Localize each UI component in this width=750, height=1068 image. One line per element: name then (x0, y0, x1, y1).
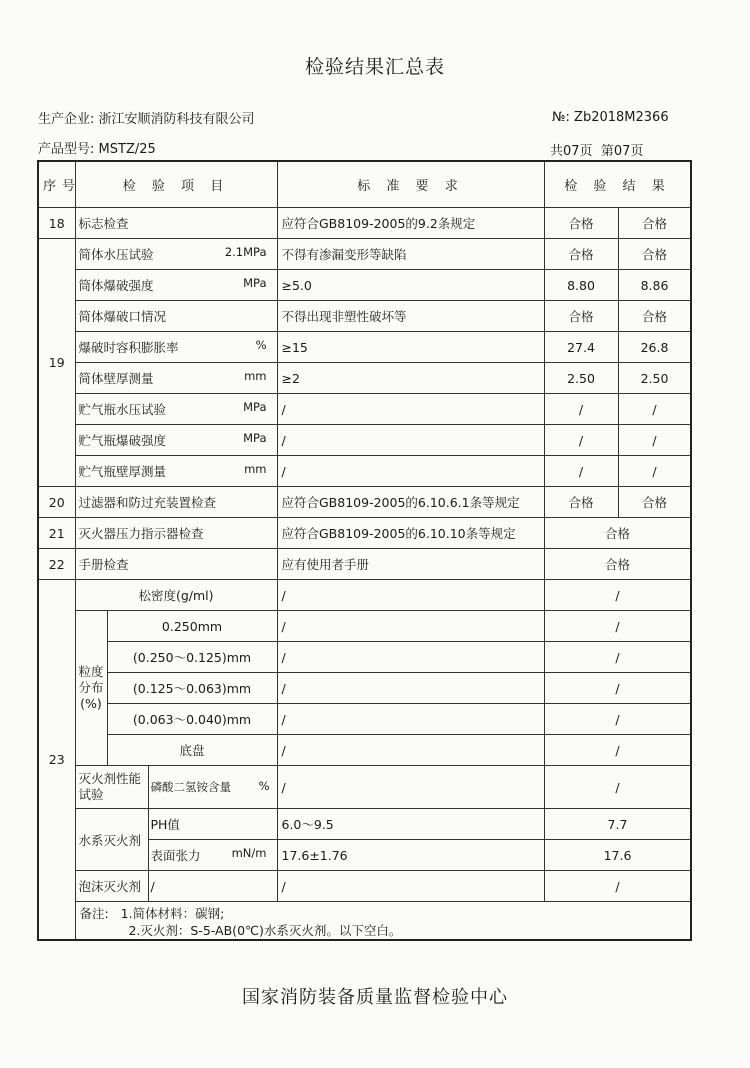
table-row (38, 673, 691, 704)
table-header (38, 161, 691, 208)
table-row (38, 332, 691, 363)
table-row (38, 301, 691, 332)
row-number: 18 (38, 208, 75, 239)
item-name: 贮气瓶爆破强度 MPa (75, 425, 277, 456)
item-name: 过滤器和防过充装置检查 (75, 487, 277, 518)
item-unit: mm (244, 369, 267, 383)
item-unit: 2.1MPa (224, 245, 267, 259)
product-model (38, 138, 156, 157)
result-sample-2: 8.86 (618, 270, 691, 301)
page-total: 共07页 (550, 144, 593, 159)
item-name: 松密度(g/ml) (75, 580, 277, 611)
result-sample-1: / (544, 456, 618, 487)
header-requirement: 标 准 要 求 (277, 161, 544, 208)
item-name: 简体壁厚测量 mm (75, 363, 277, 394)
row-number: 19 (38, 239, 75, 487)
foam-agent-label: 泡沫灭火剂 (75, 871, 148, 902)
requirement: / (277, 673, 544, 704)
requirement: / (277, 580, 544, 611)
item-name: 爆破时容积膨胀率 % (75, 332, 277, 363)
requirement: / (277, 735, 544, 766)
row-number: 23 (38, 580, 75, 941)
table-row (38, 611, 691, 642)
table-row (38, 735, 691, 766)
result-sample-1: 合格 (544, 487, 618, 518)
item-name: 贮气瓶壁厚测量 mm (75, 456, 277, 487)
item-unit: MPa (243, 276, 267, 290)
item-name: (0.250～0.125)mm (107, 642, 277, 673)
result-sample-2: / (618, 456, 691, 487)
result-sample-1: / (544, 394, 618, 425)
table-row (38, 580, 691, 611)
requirement: / (277, 425, 544, 456)
result: / (544, 766, 691, 809)
page-current: 第07页 (600, 144, 644, 159)
requirement: ≥15 (277, 332, 544, 363)
item-unit: % (255, 338, 267, 352)
issuer-footer: 国家消防装备质量监督检验中心 (242, 987, 508, 1008)
row-number: 20 (38, 487, 75, 518)
manufacturer-label: 生产企业: (38, 112, 95, 127)
item-name: 简体水压试验 2.1MPa (75, 239, 277, 270)
item-name: 贮气瓶水压试验 MPa (75, 394, 277, 425)
result-sample-1: 合格 (544, 301, 618, 332)
requirement: 应有使用者手册 (277, 549, 544, 580)
row-number: 22 (38, 549, 75, 580)
item-name: 手册检查 (75, 549, 277, 580)
result-sample-2: 合格 (618, 208, 691, 239)
result-sample-1: 合格 (544, 208, 618, 239)
item-unit: mN/m (231, 846, 267, 860)
result: / (544, 735, 691, 766)
note-line-1: 1.简体材料：碳钢; (120, 906, 225, 921)
item-unit: % (258, 779, 270, 793)
result-sample-2: 2.50 (618, 363, 691, 394)
grain-size-label: 粒度分布(%) (75, 611, 107, 766)
item-name: 表面张力 mN/m (148, 840, 277, 871)
result-sample-1: / (544, 425, 618, 456)
result-sample-1: 27.4 (544, 332, 618, 363)
header-result: 检 验 结 果 (544, 161, 691, 208)
item-name: 灭火器压力指示器检查 (75, 518, 277, 549)
requirement: / (277, 642, 544, 673)
product-model-value: MSTZ/25 (98, 142, 156, 157)
table-row (38, 270, 691, 301)
document-title: 检验结果汇总表 (304, 56, 445, 78)
item-name: 标志检查 (75, 208, 277, 239)
requirement: / (277, 766, 544, 809)
requirement: ≥5.0 (277, 270, 544, 301)
table-row (38, 549, 691, 580)
requirement: / (277, 456, 544, 487)
table-row (38, 425, 691, 456)
agent-performance-label: 灭火剂性能试验 (75, 766, 148, 809)
requirement: / (277, 394, 544, 425)
notes-label: 备注: (79, 906, 109, 921)
item-name: PH值 (148, 809, 277, 840)
requirement: / (277, 871, 544, 902)
result: 合格 (544, 549, 691, 580)
item-name: (0.125～0.063)mm (107, 673, 277, 704)
table-row (38, 871, 691, 902)
table-row (38, 704, 691, 735)
item-name: 底盘 (107, 735, 277, 766)
table-row (38, 208, 691, 239)
result-sample-1: 2.50 (544, 363, 618, 394)
water-agent-label: 水系灭火剂 (75, 809, 148, 871)
item-name: 0.250mm (107, 611, 277, 642)
item-name: / (148, 871, 277, 902)
report-number (552, 110, 669, 125)
row-number: 21 (38, 518, 75, 549)
result-sample-2: 合格 (618, 487, 691, 518)
notes-row (38, 902, 691, 941)
result-sample-2: 合格 (618, 301, 691, 332)
result: / (544, 871, 691, 902)
notes (75, 902, 691, 941)
results-table (37, 160, 692, 941)
manufacturer (38, 108, 255, 127)
note-line-2: 2.灭火剂：S-5-AB(0℃)水系灭火剂。以下空白。 (128, 923, 402, 938)
result-sample-2: 合格 (618, 239, 691, 270)
requirement: 应符合GB8109-2005的6.10.10条等规定 (277, 518, 544, 549)
requirement: 应符合GB8109-2005的9.2条规定 (277, 208, 544, 239)
result: 7.7 (544, 809, 691, 840)
requirement: 不得出现非塑性破坏等 (277, 301, 544, 332)
requirement: ≥2 (277, 363, 544, 394)
table-row (38, 642, 691, 673)
item-name: 磷酸二氢铵含量 % (148, 766, 277, 809)
result-sample-2: / (618, 394, 691, 425)
report-number-value: Zb2018M2366 (574, 110, 669, 125)
table-row (38, 394, 691, 425)
table-row (38, 239, 691, 270)
result-sample-2: 26.8 (618, 332, 691, 363)
table-row (38, 456, 691, 487)
table-row (38, 363, 691, 394)
item-name: (0.063～0.040)mm (107, 704, 277, 735)
table-row (38, 766, 691, 809)
item-name: 简体爆破口情况 (75, 301, 277, 332)
requirement: 不得有渗漏变形等缺陷 (277, 239, 544, 270)
result: / (544, 704, 691, 735)
table-row (38, 487, 691, 518)
page-info (550, 140, 643, 159)
table-row (38, 809, 691, 840)
result: / (544, 673, 691, 704)
result: / (544, 611, 691, 642)
requirement: / (277, 704, 544, 735)
result-sample-2: / (618, 425, 691, 456)
result: 17.6 (544, 840, 691, 871)
item-unit: MPa (243, 431, 267, 445)
result: / (544, 642, 691, 673)
header-no: 序号 (38, 161, 75, 208)
requirement: 应符合GB8109-2005的6.10.6.1条等规定 (277, 487, 544, 518)
result-sample-1: 合格 (544, 239, 618, 270)
report-number-label: №: (552, 110, 570, 125)
table-row (38, 518, 691, 549)
item-unit: mm (244, 462, 267, 476)
result: / (544, 580, 691, 611)
result-sample-1: 8.80 (544, 270, 618, 301)
requirement: 6.0～9.5 (277, 809, 544, 840)
product-model-label: 产品型号: (38, 142, 95, 157)
requirement: 17.6±1.76 (277, 840, 544, 871)
item-name: 筒体爆破强度 MPa (75, 270, 277, 301)
item-unit: MPa (243, 400, 267, 414)
header-item: 检 验 项 目 (75, 161, 277, 208)
requirement: / (277, 611, 544, 642)
result: 合格 (544, 518, 691, 549)
manufacturer-value: 浙江安顺消防科技有限公司 (98, 112, 255, 127)
